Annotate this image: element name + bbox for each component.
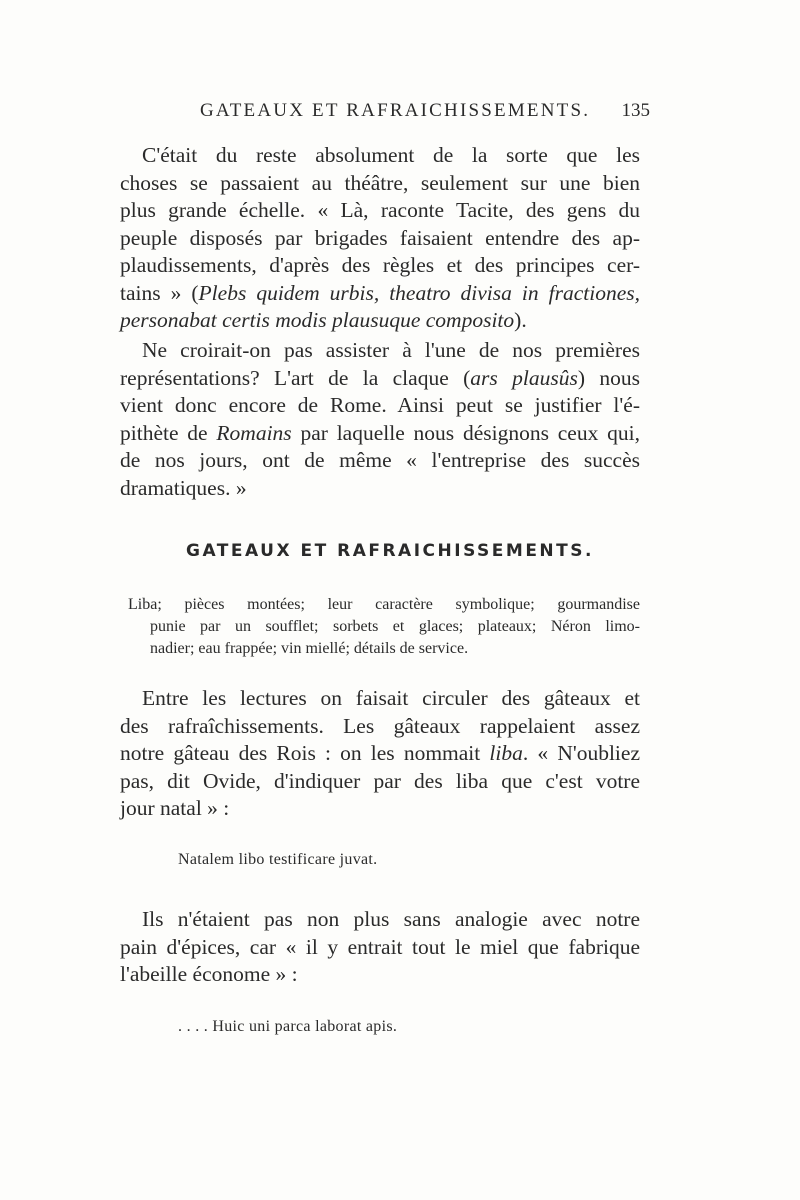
- section-summary: [128, 594, 640, 660]
- latin-term: ars plausûs: [470, 365, 578, 390]
- text-line: [120, 420, 640, 448]
- text-line: pain d'épices, car « il y entrait tout le miel que fabrique: [120, 934, 640, 959]
- section-heading: GATEAUX ET RAFRAICHISSEMENTS.: [186, 541, 594, 561]
- text-run: représentations? L'art de la claque (: [120, 365, 471, 390]
- text-line: dramatiques. »: [120, 475, 247, 500]
- summary-line: Liba; pièces montées; leur caractère symbolique; gourmandise: [128, 596, 640, 613]
- paragraph-gateaux: [120, 685, 640, 823]
- page-number: 135: [621, 100, 650, 121]
- text-line: Ne croirait-on pas assister à l'une de nos premières: [142, 338, 640, 362]
- text-line: peuple disposés par brigades faisaient entendre des ap-: [120, 225, 640, 250]
- latin-quote: personabat certis modis plausuque composito: [120, 308, 515, 332]
- running-head: [200, 100, 650, 130]
- text-line: Ils n'étaient pas non plus sans analogie avec notre: [142, 907, 640, 931]
- text-line: des rafraîchissements. Les gâteaux rappelaient assez: [120, 713, 640, 738]
- text-run: pithète de: [120, 420, 217, 445]
- latin-term: liba: [489, 741, 523, 765]
- latin-verse-quote: Natalem libo testificare juvat.: [178, 851, 378, 868]
- summary-line: punie par un soufflet; sorbets et glaces; plateaux; Néron limo-: [150, 618, 640, 635]
- text-run: ) nous: [577, 365, 640, 390]
- text-line: C'était du reste absolument de la sorte que les: [142, 143, 640, 167]
- paragraph-claque: [120, 337, 640, 502]
- text-line: [120, 307, 640, 335]
- text-run: ).: [514, 308, 527, 332]
- text-line: vient donc encore de Rome. Ainsi peut se justifier l'é-: [120, 393, 640, 417]
- text-line: [120, 365, 640, 393]
- text-run: notre gâteau des Rois : on les nommait: [120, 741, 490, 765]
- text-line: jour natal » :: [120, 796, 230, 820]
- paragraph-pain-epices: [120, 906, 640, 989]
- text-line: [120, 280, 640, 308]
- text-line: pas, dit Ovide, d'indiquer par des liba que c'est votre: [120, 768, 640, 793]
- text-run: par laquelle nous désignons ceux qui,: [291, 420, 640, 445]
- summary-line: nadier; eau frappée; vin miellé; détails de service.: [150, 640, 469, 657]
- text-run: . « N'oubliez: [522, 741, 640, 765]
- text-line: plaudissements, d'après des règles et des principes cer-: [120, 253, 640, 277]
- text-line: de nos jours, ont de même « l'entreprise des succès: [120, 448, 640, 472]
- running-title: GATEAUX ET RAFRAICHISSEMENTS.: [200, 100, 591, 121]
- text-line: Entre les lectures on faisait circuler des gâteaux et: [142, 686, 640, 710]
- latin-quote: Plebs quidem urbis, theatro divisa in fractiones,: [198, 280, 640, 305]
- text-line: choses se passaient au théâtre, seulement sur une bien: [120, 170, 640, 195]
- text-run: tains » (: [120, 280, 199, 305]
- paragraph-tacitus: [120, 142, 640, 335]
- latin-verse-quote: . . . . Huic uni parca laborat apis.: [178, 1018, 398, 1035]
- text-line: [120, 740, 640, 768]
- text-line: l'abeille économe » :: [120, 962, 298, 986]
- italic-term: Romains: [216, 420, 292, 445]
- text-line: plus grande échelle. « Là, raconte Tacite, des gens du: [120, 198, 640, 222]
